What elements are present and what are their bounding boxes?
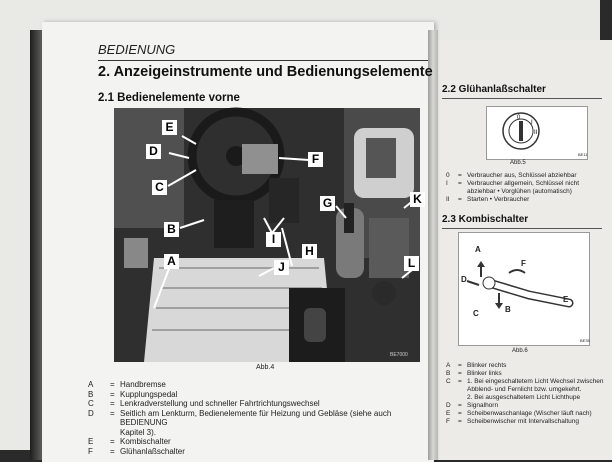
photo-label-e: E <box>162 120 177 135</box>
book-spine <box>428 30 438 460</box>
combi-row: F = Scheibenwischer mit Intervallschaltung <box>446 418 606 426</box>
switch-row: II = Starten • Verbraucher <box>446 196 606 204</box>
section-header: BEDIENUNG <box>98 42 176 57</box>
combi-row <box>446 394 606 402</box>
section-title-2-3: 2.3 Kombischalter <box>442 214 529 225</box>
combi-text: Signalhorn <box>467 402 499 409</box>
photo-code: BE7000 <box>390 352 408 358</box>
legend-text: Handbremse <box>120 380 166 389</box>
subsection-title: 2.1 Bedienelemente vorne <box>98 92 240 104</box>
switch-text: Verbraucher allgemein, Schlüssel nicht abziehbar • Vorglühen (automatisch) <box>467 180 580 195</box>
switch-key: 0 <box>446 172 450 179</box>
combi-text: Scheibenwischer mit Intervallschaltung <box>467 418 579 425</box>
combi-label-a: A <box>475 245 481 254</box>
figure-caption-5: Abb.5 <box>510 160 526 166</box>
svg-text:I: I <box>531 120 533 126</box>
legend-row: C = Lenkradverstellung und schneller Fahrtrichtungswechsel <box>88 399 428 409</box>
combi-text: Scheibenwaschanlage (Wischer läuft nach) <box>467 410 592 417</box>
switch-text: Verbraucher aus, Schlüssel abziehbar <box>467 172 577 179</box>
switch-row: 0 = Verbraucher aus, Schlüssel abziehbar <box>446 172 606 180</box>
legend-key: B <box>88 389 94 399</box>
photo-label-g: G <box>320 196 335 211</box>
photo-label-a: A <box>164 254 179 269</box>
section-rule <box>442 228 602 229</box>
legend-text: Seitlich am Lenkturm, Bedienelemente für Heizung und Gebläse (siehe auch BEDIENUNG <box>120 408 392 427</box>
combi-text: 1. Bei eingeschaltetem Licht Wechsel zwischen Abblend- und Fernlicht bzw. umgekehrt. <box>467 378 604 393</box>
figure-caption-6: Abb.6 <box>512 348 528 354</box>
svg-text:0: 0 <box>517 115 521 121</box>
combi-label-e: E <box>563 295 569 304</box>
legend-key: D <box>88 408 94 418</box>
combi-key <box>446 394 458 402</box>
legend-key: C <box>88 399 94 408</box>
combi-text: 2. Bei ausgeschaltetem Licht Lichthupe <box>467 394 581 401</box>
photo-label-b: B <box>164 222 179 237</box>
legend-row <box>88 428 428 438</box>
legend-text: Lenkradverstellung und schneller Fahrtrichtungswechsel <box>120 399 320 408</box>
ignition-switch-figure <box>486 106 588 160</box>
switch-row: I = Verbraucher allgemein, Schlüssel nicht abziehbar • Vorglühen (automatisch) <box>446 180 606 196</box>
combi-text: Blinker rechts <box>467 362 507 369</box>
combi-row: E = Scheibenwaschanlage (Wischer läuft nach) <box>446 410 606 418</box>
combi-text: Blinker links <box>467 370 502 377</box>
cab-photo <box>114 108 420 362</box>
legend-text: Kupplungspedal <box>120 389 178 399</box>
combi-key: A <box>446 362 451 369</box>
legend-row: B = Kupplungspedal <box>88 390 428 400</box>
photo-label-h: H <box>302 244 317 259</box>
combi-label-f: F <box>521 259 526 268</box>
switch-key: I <box>446 180 448 187</box>
photo-label-l: L <box>404 256 419 271</box>
legend-key: F <box>88 446 93 456</box>
photo-label-k: K <box>410 192 425 207</box>
photo-label-c: C <box>152 180 167 195</box>
photo-label-j: J <box>274 260 289 275</box>
legend-row: E = Kombischalter <box>88 437 428 447</box>
legend-key: A <box>88 380 94 389</box>
legend-row: A = Handbremse <box>88 380 428 390</box>
switch-legend <box>446 172 606 204</box>
legend-row: D = Seitlich am Lenkturm, Bedienelemente für Heizung und Gebläse (siehe auch BEDIENUNG <box>88 409 428 428</box>
legend-list <box>88 380 428 456</box>
figure-code-6: BE35 <box>580 338 590 343</box>
legend-row: F = Glühanlaßschalter <box>88 447 428 457</box>
combi-key: E <box>446 410 451 417</box>
legend-key <box>88 428 110 438</box>
section-title-2-2: 2.2 Glühanlaßschalter <box>442 84 546 95</box>
figure-caption-4: Abb.4 <box>256 364 275 371</box>
combi-row: A = Blinker rechts <box>446 362 606 370</box>
combi-legend <box>446 362 606 426</box>
legend-text: Kombischalter <box>120 437 171 446</box>
combi-row: D = Signalhorn <box>446 402 606 410</box>
combi-key: B <box>446 370 451 377</box>
legend-key: E <box>88 437 94 446</box>
combi-row: B = Blinker links <box>446 370 606 378</box>
section-rule <box>442 98 602 99</box>
combi-key: F <box>446 418 450 425</box>
chapter-title: 2. Anzeigeinstrumente und Bedienungselemente <box>98 64 433 80</box>
combi-row: C = 1. Bei eingeschaltetem Licht Wechsel zwischen Abblend- und Fernlicht bzw. umgekehrt. <box>446 378 606 394</box>
combi-key: C <box>446 378 451 385</box>
switch-key: II <box>446 196 450 203</box>
figure-code-5: BE11 <box>578 152 588 157</box>
photo-label-d: D <box>146 144 161 159</box>
combi-key: D <box>446 402 451 409</box>
photo-label-f: F <box>308 152 323 167</box>
combi-label-b: B <box>505 305 511 314</box>
header-rule <box>98 60 428 61</box>
combi-label-c: C <box>473 309 479 318</box>
legend-text: Kapitel 3). <box>120 427 157 437</box>
combi-switch-figure <box>458 232 590 346</box>
svg-text:II: II <box>534 130 538 136</box>
photo-label-i: I <box>266 232 281 247</box>
ignition-switch-drawing <box>487 107 587 159</box>
combi-label-d: D <box>461 275 467 284</box>
legend-text: Glühanlaßschalter <box>120 446 185 456</box>
switch-text: Starten • Verbraucher <box>467 196 530 203</box>
